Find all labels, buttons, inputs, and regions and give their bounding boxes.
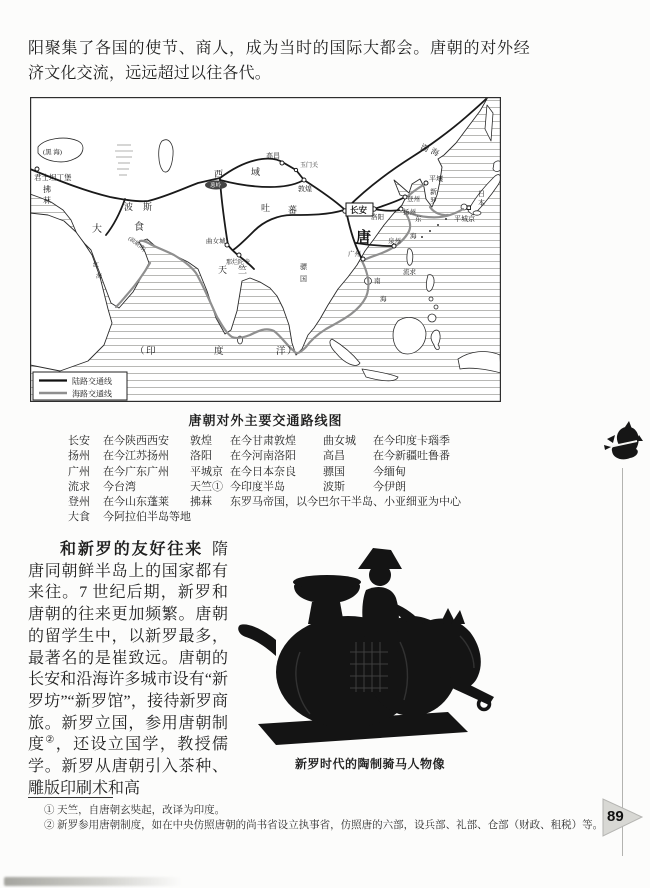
place-name: 天竺① [190, 480, 223, 493]
place-desc: 东罗马帝国，以今巴尔干半岛、小亚细亚为中心 [230, 496, 461, 509]
place-desc: 在今广东广州 [103, 465, 169, 478]
place-name: 敦煌 [190, 435, 212, 447]
horse-rider-illustration [230, 532, 500, 752]
top-paragraph: 阳聚集了各国的使节、商人，成为当时的国际大都会。唐朝的对外经济文化交流，远远超过以往各代。 [28, 40, 530, 82]
place-name: 登州 [68, 496, 90, 509]
map-label-pingchengjing: 平城京 [454, 215, 475, 223]
map-label-quanzhou: 泉州 [388, 238, 401, 245]
place-name: 曲女城 [323, 435, 356, 447]
place-name: 高昌 [323, 450, 345, 463]
legend-sea-label: 海路交通线 [72, 389, 112, 399]
funnel-stem [308, 602, 344, 624]
map-label-yinduyang-3: 洋 [276, 347, 286, 357]
map-label-changan: 长安 [350, 205, 368, 215]
figure-horse-rider [230, 532, 500, 752]
place-name: 扬州 [68, 450, 90, 463]
place-desc: 在今山东蓬莱 [103, 496, 169, 509]
map-label-yinduyang-4: ） [287, 347, 297, 357]
marker-pingchengjing [467, 206, 471, 210]
marker-pingrang [424, 181, 428, 185]
map-label-guangzhou: 广州 [348, 251, 361, 258]
marker-qunvcheng [225, 243, 229, 247]
place-name: 长安 [68, 435, 90, 447]
page-number-marker [602, 798, 644, 838]
taiwan-island [407, 249, 413, 266]
map-caption: 唐朝对外主要交通路线图 [188, 413, 343, 428]
legend-land-label: 陆路交通线 [72, 377, 112, 386]
place-desc: 今阿拉伯半岛等地 [103, 511, 191, 524]
footnote-1: ① 天竺，自唐朝玄奘起，改译为印度。 [44, 805, 226, 816]
map-label-riben-1: 日 [478, 190, 485, 198]
map-label-honghai-1: 红 [93, 263, 100, 269]
map-label-gaochang: 高昌 [266, 152, 280, 160]
map-label-fulin-2: 菻 [43, 196, 51, 205]
map-label-heihai: (黑 海) [43, 149, 62, 156]
footnote-ref-2: ② [45, 735, 56, 746]
map-label-xinluo-1: 新 [430, 188, 437, 196]
map-label-congling: 葱岭 [210, 183, 222, 189]
map-label-dunhuang: 敦煌 [298, 185, 312, 193]
map-label-xiyu-1: 西 [214, 169, 224, 179]
place-name: 大食 [68, 511, 90, 524]
map-label-xiyu-2: 域 [251, 167, 261, 177]
map-label-xinluo-2: 罗 [430, 197, 437, 205]
map-label-yumenguan: 玉门关 [300, 163, 319, 169]
place-name: 广州 [68, 465, 90, 478]
table-row [28, 493, 594, 508]
map-label-fulin-1: 拂 [43, 185, 51, 194]
tail-handle [238, 624, 276, 656]
silla-paragraph [28, 539, 228, 799]
place-name: 拂菻 [190, 496, 212, 509]
table-row [28, 432, 594, 447]
map-label-junshitandingbao: 君士坦丁堡 [34, 173, 72, 182]
marker-yumenguan [294, 168, 297, 171]
map-label-dashi-1: 大 [92, 224, 102, 235]
place-desc: 在今新疆吐鲁番 [373, 450, 450, 463]
place-desc: 今缅甸 [373, 465, 406, 478]
marker-dunhuang [302, 178, 306, 182]
marker-nalantuosi [237, 253, 241, 257]
map-label-piaoguo-1: 骠 [300, 263, 307, 271]
place-name: 平城京 [190, 465, 223, 478]
map-label-honghai-2: 海 [96, 274, 103, 280]
funnel-rim [293, 575, 361, 589]
tang-routes-map [30, 97, 501, 402]
map-label-yangzhou: 扬州 [403, 209, 416, 216]
section-heading: 和新罗的友好往来 [60, 541, 204, 558]
map-label-yinduyang-2: 度 [214, 347, 224, 357]
place-desc: 在今日本奈良 [230, 465, 296, 478]
map-label-tubo-2: 蕃 [288, 205, 298, 215]
place-desc: 今伊朗 [373, 480, 406, 493]
map-label-tianzhu-1: 天 [218, 265, 228, 275]
place-desc: 今台湾 [103, 480, 136, 493]
place-desc: 今印度半岛 [230, 480, 285, 493]
marker-guangzhou [361, 257, 365, 261]
footnote-2: ② 新罗参用唐朝制度，如在中央仿照唐朝的尚书省设立执事省，仿照唐的六部，设兵部、礼部、仓部（财政、租税）等。 [44, 820, 604, 831]
map-label-bosi-1: 波 [124, 202, 134, 212]
table-row [28, 447, 594, 462]
spout-ring [479, 699, 490, 710]
map-label-riben-2: 本 [478, 199, 485, 207]
place-name: 洛阳 [190, 450, 212, 463]
rider-hat [358, 548, 402, 569]
philippine-islet-1 [429, 297, 433, 301]
table-row [28, 463, 594, 478]
scan-smudge [4, 877, 182, 886]
place-desc: 在今陕西西安 [103, 435, 169, 447]
place-name: 骠国 [323, 465, 345, 478]
saddle-blanket [348, 640, 390, 694]
map-label-pingrang: 平壤 [429, 175, 443, 183]
map-label-bosi-2: 斯 [143, 202, 153, 212]
map-canvas [30, 97, 501, 402]
footnote-rule [28, 797, 113, 798]
place-desc: 在今河南洛阳 [230, 450, 296, 463]
silla-section [28, 539, 228, 799]
map-label-qunvcheng: 曲女城 [206, 238, 226, 245]
place-name: 波斯 [323, 480, 345, 493]
map-label-bohai: 渤海 [419, 142, 444, 160]
map-label-donghai-1: 东 [415, 216, 422, 223]
map-legend [33, 372, 127, 400]
map-label-yinduyang-0: （ [135, 347, 145, 357]
map-label-tubo-1: 吐 [261, 203, 271, 213]
rider-torso [362, 587, 399, 649]
map-label-liuqiu: 流求 [403, 269, 416, 276]
mindanao-island [428, 314, 436, 322]
map-label-bosiwan: (波斯湾) [126, 235, 147, 253]
place-desc: 在今甘肃敦煌 [230, 435, 296, 447]
marker-gaochang [280, 161, 284, 165]
map-label-donghai-2: 海 [410, 233, 417, 240]
place-desc: 在今印度卡瑙季 [373, 435, 450, 447]
map-label-tang: 唐 [356, 230, 372, 246]
page-number: 89 [607, 808, 624, 825]
map-label-nalantuosi: 那烂陀寺 [226, 260, 251, 266]
gazetteer-table [28, 432, 594, 524]
table-row [28, 508, 594, 523]
place-name: 流求 [68, 480, 90, 493]
map-label-nanhai-1: 南 [374, 278, 381, 285]
footnotes [44, 803, 604, 833]
philippine-islet-2 [434, 305, 438, 309]
section-body-2: ，还设立国学，教授儒学。新罗从唐朝引入茶种、雕版印刷术和高 [28, 736, 228, 797]
map-label-yinduyang-1: 印 [146, 347, 156, 357]
map-label-dashi-2: 食 [134, 222, 144, 233]
map-label-nanhai-2: 海 [380, 296, 387, 303]
marker-junshitandingbao [35, 167, 39, 171]
section-body-1: 隋唐同朝鲜半岛上的国家都有来往。7 世纪后期，新罗和唐朝的往来更加频繁。唐朝的留学生中，以新罗最多，最著名的是崔致远。唐朝的长安和沿海许多城市设有“新罗坊”“新罗馆”，接待新罗商旅。新罗立国，参用唐朝制度 [28, 541, 228, 754]
map-label-piaoguo-2: 国 [300, 275, 307, 283]
table-row [28, 478, 594, 493]
figure-caption: 新罗时代的陶制骑马人物像 [294, 757, 445, 771]
place-desc: 在今江苏扬州 [103, 450, 169, 463]
chapter-ornament [599, 417, 645, 471]
map-label-dengzhou: 登州 [407, 196, 420, 203]
horse-ear-2 [451, 610, 465, 624]
map-label-luoyang: 洛阳 [371, 214, 384, 221]
map-label-tianzhu-2: 竺 [238, 265, 248, 275]
